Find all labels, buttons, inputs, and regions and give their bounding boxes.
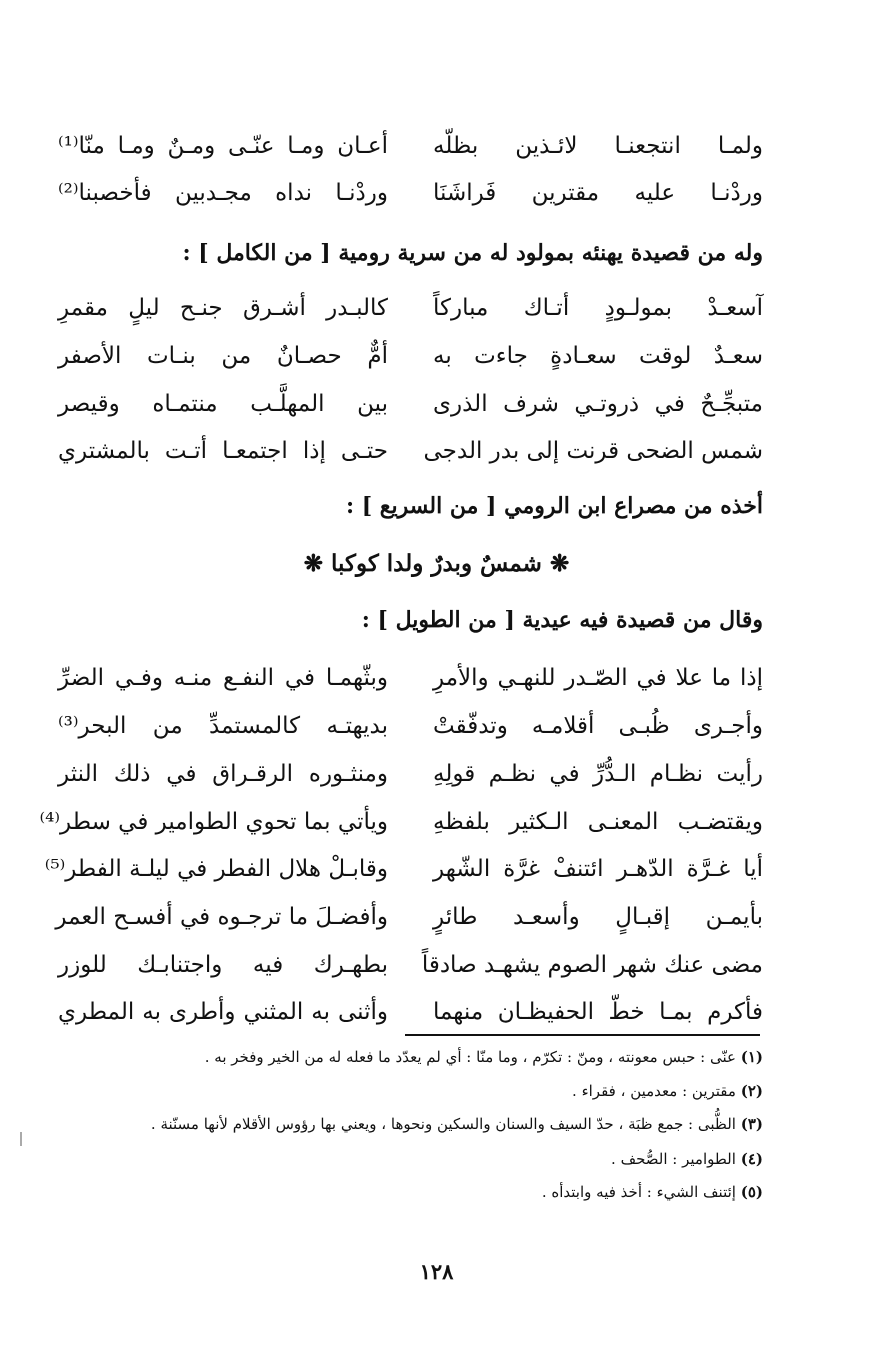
footnote-text: إئتنف الشيء : أخذ فيه وابتدأه .: [541, 1183, 736, 1201]
second-hemistich: أعـان ومـا عنّـى ومـنٌ ومـا منّا⁽¹⁾: [58, 133, 388, 159]
second-hemistich: وقابـلْ هلال الفطر في ليلـة الفطر⁽⁵⁾: [44, 856, 388, 882]
poem-introduction: وله من قصيدة يهنئه بمولود له من سرية رومية [ من الكامل ] :: [182, 240, 763, 266]
poem-couplet: [58, 667, 763, 690]
poem-couplet: [58, 345, 763, 368]
second-hemistich: وبثّهمـا في النفـع منـه وفـي الضرِّ: [58, 665, 388, 691]
first-hemistich: وردْنـا عليه مقترين فَراشَنَا: [433, 180, 763, 206]
first-hemistich: سعـدٌ لوقت سعـادةٍ جاءت به: [433, 343, 763, 369]
footnote-number: (٢): [740, 1082, 763, 1100]
footnote-text: الظُّبى : جمع ظبَة ، حدّ السيف والسنان والسكين ونحوها ، ويعني بها رؤوس الأقلام لأنها مسنّنة .: [150, 1115, 736, 1133]
footnote-number: (١): [740, 1048, 763, 1066]
first-hemistich: ويقتضـب المعنـى الـكثير بلفظهِ: [433, 809, 763, 835]
scan-mark: [20, 1132, 22, 1146]
poem-couplet: [58, 763, 763, 786]
poem-couplet: [58, 440, 763, 463]
page-number: ١٢٨: [419, 1259, 454, 1284]
poem-couplet: [58, 393, 763, 416]
poem-introduction: أخذه من مصراع ابن الرومي [ من السريع ] :: [345, 493, 763, 519]
first-hemistich: ولمـا انتجعنـا لائـذين بظلّه: [433, 133, 763, 159]
second-hemistich: وأفضـلَ ما ترجـوه في أفسـح العمر: [55, 904, 388, 930]
second-hemistich: أمٌّ حصـانٌ من بنـات الأصفر: [58, 343, 388, 369]
footnote-text: الطوامير : الصُّحف .: [611, 1150, 736, 1168]
footnote: [58, 1115, 763, 1133]
footnote-text: عنّى : حبس معونته ، ومنّ : تكرّم ، وما منّا : أي لم يعدّد ما فعله له من الخير وفخر به .: [204, 1048, 736, 1066]
footnote: [58, 1183, 763, 1201]
footnote: [58, 1048, 763, 1066]
footnote-text: مقترين : معدمين ، فقراء .: [572, 1082, 736, 1100]
second-hemistich: بطهـرك فيه واجتنابـك للوزر: [58, 952, 388, 978]
second-hemistich: كالبـدر أشـرق جنـح ليلٍ مقمرِ: [58, 295, 388, 321]
first-hemistich: متبجِّـحٌ في ذروتـي شرف الذرى: [433, 391, 763, 417]
poem-couplet: [55, 904, 763, 930]
footnote: [58, 1082, 763, 1100]
second-hemistich: وأثنى به المثني وأطرى به المطري: [58, 999, 388, 1025]
poem-couplet: [58, 715, 763, 738]
second-hemistich: ويأتي بما تحوي الطوامير في سطر⁽⁴⁾: [39, 809, 388, 835]
first-hemistich: فأكرم بمـا خطّ الحفيظـان منهما: [433, 999, 763, 1025]
poem-couplet: [58, 297, 763, 320]
poem-couplet: [39, 809, 763, 835]
first-hemistich: وأجـرى ظُبـى أقلامـه وتدفّقتْ: [433, 713, 763, 739]
second-hemistich: بين المهلَّـب منتمـاه وقيصر: [58, 391, 388, 417]
first-hemistich: رأيت نظـام الـدُّرِّ في نظـم قولِهِ: [433, 761, 763, 787]
first-hemistich: آسعـدْ بمولـودٍ أتـاك مباركاً: [433, 295, 763, 321]
footnote-number: (٣): [740, 1115, 763, 1133]
first-hemistich: أيا غـرَّة الدّهـر ائتنفْ غرَّة الشّهر: [433, 856, 763, 882]
first-hemistich: بأيمـن إقبـالٍ وأسعـد طائرٍ: [433, 904, 763, 930]
second-hemistich: وردْنـا نداه مجـدبين فأخصبنا⁽²⁾: [58, 180, 388, 206]
footnote: [58, 1150, 763, 1168]
second-hemistich: بديهتـه كالمستمدِّ من البحر⁽³⁾: [58, 713, 388, 739]
second-hemistich: حتـى إذا اجتمعـا أتـت بالمشتري: [58, 438, 388, 464]
poem-couplet: [58, 954, 763, 977]
poem-introduction: وقال من قصيدة فيه عيدية [ من الطويل ] :: [361, 607, 763, 633]
footnote-divider: [405, 1034, 760, 1036]
poem-couplet: [58, 182, 763, 205]
footnote-number: (٤): [740, 1150, 763, 1168]
poem-couplet: [58, 135, 763, 158]
poem-couplet: [44, 856, 763, 882]
first-hemistich: إذا ما علا في الصّـدر للنهـي والأمرِ: [433, 665, 763, 691]
first-hemistich: مضى عنك شهر الصوم يشهـد صادقاً: [421, 952, 763, 978]
second-hemistich: ومنثـوره الرقـراق في ذلك النثر: [58, 761, 388, 787]
poem-couplet: [58, 1001, 763, 1024]
first-hemistich: شمس الضحى قرنت إلى بدر الدجى: [423, 438, 763, 464]
footnote-number: (٥): [740, 1183, 763, 1201]
centered-verse: ❋ شمسٌ وبدرٌ ولدا كوكبا ❋: [303, 550, 570, 577]
